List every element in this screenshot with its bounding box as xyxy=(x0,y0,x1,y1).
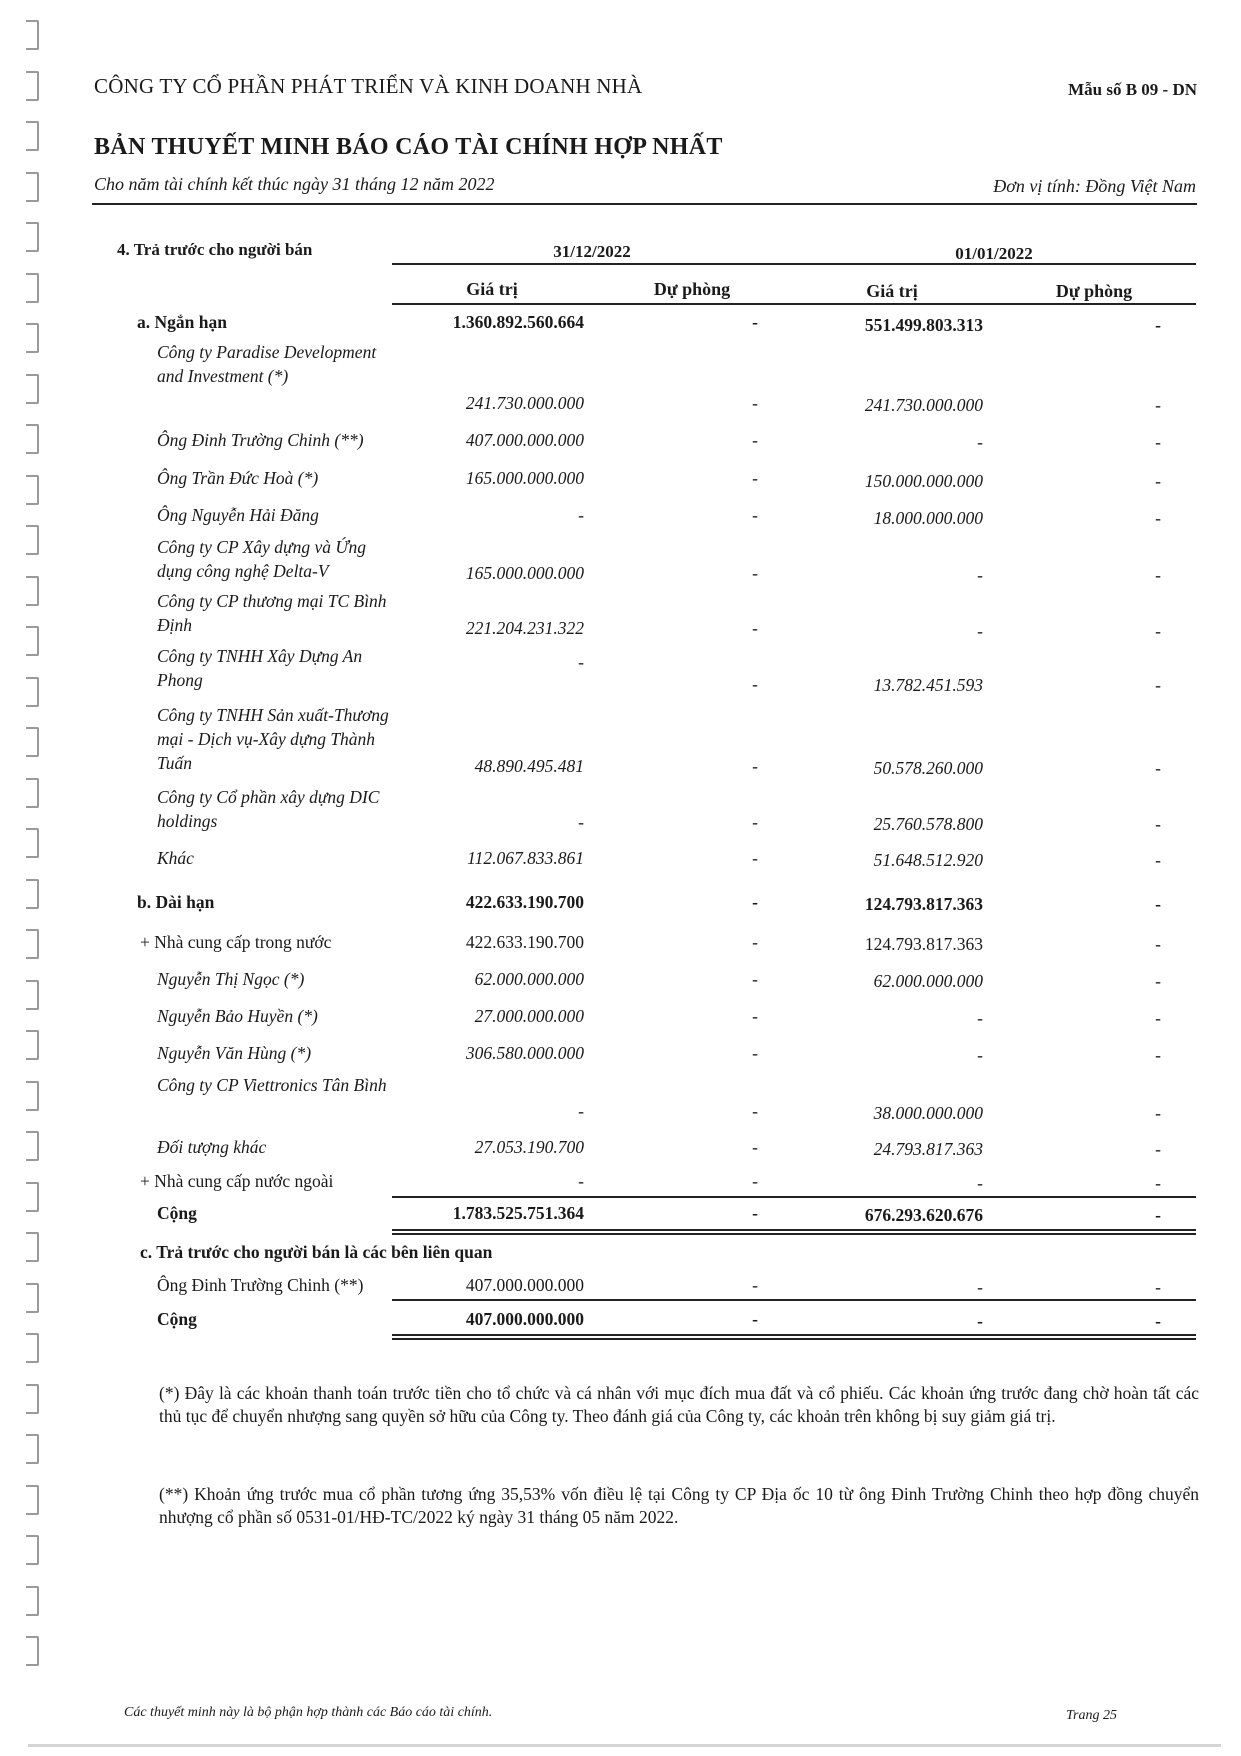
binder-ring xyxy=(26,576,39,606)
page-number: Trang 25 xyxy=(1066,1708,1117,1723)
binder-ring xyxy=(26,879,39,909)
reporting-period: Cho năm tài chính kết thúc ngày 31 tháng 12 năm 2022 xyxy=(94,174,495,194)
value-end: 165.000.000.000 xyxy=(465,563,584,583)
value-end: 407.000.000.000 xyxy=(465,1309,584,1329)
value-start: - xyxy=(977,1173,983,1193)
value-start: 150.000.000.000 xyxy=(864,471,983,491)
binder-edge xyxy=(26,20,42,1700)
value-end: - xyxy=(578,1171,584,1191)
row-label: Ông Đinh Trường Chinh (**) xyxy=(157,1275,364,1295)
provision-end: - xyxy=(752,505,758,525)
value-end: - xyxy=(578,505,584,525)
provision-end: - xyxy=(752,969,758,989)
binder-ring xyxy=(26,1384,39,1414)
value-end: 27.000.000.000 xyxy=(474,1006,584,1026)
provision-start: - xyxy=(1155,894,1161,914)
provision-end: - xyxy=(752,1309,758,1329)
provision-end: - xyxy=(752,1171,758,1191)
value-start: 25.760.578.800 xyxy=(873,814,983,834)
row-label: Nguyễn Bảo Huyền (*) xyxy=(157,1006,318,1026)
related-double-rule-2 xyxy=(392,1338,1196,1340)
provision-end: - xyxy=(752,393,758,413)
date-rule-end xyxy=(392,263,792,265)
binder-ring xyxy=(26,20,39,50)
provision-end: - xyxy=(752,468,758,488)
company-name: CÔNG TY CỔ PHẦN PHÁT TRIỂN VÀ KINH DOANH NHÀ xyxy=(94,74,643,98)
total-double-rule-2 xyxy=(392,1233,1196,1235)
related-subtotal-rule xyxy=(392,1299,1196,1301)
related-section-title: c. Trả trước cho người bán là các bên liên quan xyxy=(140,1242,493,1262)
value-end: 407.000.000.000 xyxy=(465,1275,584,1295)
provision-start: - xyxy=(1155,315,1161,335)
provision-end: - xyxy=(752,932,758,952)
provision-start: - xyxy=(1155,565,1161,585)
value-start: 50.578.260.000 xyxy=(873,758,983,778)
provision-end: - xyxy=(752,756,758,776)
value-start: 38.000.000.000 xyxy=(873,1103,983,1123)
provision-start: - xyxy=(1155,1045,1161,1065)
provision-start: - xyxy=(1155,850,1161,870)
row-label: Cộng xyxy=(157,1203,197,1223)
value-end: 27.053.190.700 xyxy=(474,1137,584,1157)
col-provision-start: Dự phòng xyxy=(1055,281,1133,301)
footnote-single-star: (*) Đây là các khoản thanh toán trước tiền cho tổ chức và cá nhân với mục đích mua đất và cổ phiếu. Các khoản ứng trước đang chờ hoàn tất các thủ tục để chuyển nhượng sang quyền sở hữu của Công ty. Theo đánh giá của Công ty, các khoản trên không bị suy giảm giá trị. xyxy=(159,1383,1199,1426)
row-label: Đối tượng khác xyxy=(157,1137,267,1157)
value-end: 112.067.833.861 xyxy=(467,848,584,868)
provision-start: - xyxy=(1155,1103,1161,1123)
provision-end: - xyxy=(752,1043,758,1063)
provision-end: - xyxy=(752,1203,758,1223)
provision-end: - xyxy=(752,1006,758,1026)
row-label: + Nhà cung cấp nước ngoài xyxy=(140,1171,334,1191)
row-label: Nguyễn Thị Ngọc (*) xyxy=(157,969,305,989)
row-label: Ông Đinh Trường Chinh (**) xyxy=(157,430,364,450)
binder-ring xyxy=(26,1485,39,1515)
binder-ring xyxy=(26,778,39,808)
binder-ring xyxy=(26,172,39,202)
provision-start: - xyxy=(1155,758,1161,778)
value-start: - xyxy=(977,621,983,641)
related-double-rule-1 xyxy=(392,1334,1196,1336)
form-number: Mẫu số B 09 - DN xyxy=(1068,80,1197,99)
header-rule xyxy=(92,203,1197,205)
value-start: 13.782.451.593 xyxy=(873,675,983,695)
date-header-start: 01/01/2022 xyxy=(955,244,1033,263)
binder-ring xyxy=(26,626,39,656)
binder-ring xyxy=(26,1333,39,1363)
value-start: 62.000.000.000 xyxy=(873,971,983,991)
row-label: Ông Nguyễn Hải Đăng xyxy=(157,505,319,525)
binder-ring xyxy=(26,1232,39,1262)
value-start: - xyxy=(977,1045,983,1065)
value-end: 407.000.000.000 xyxy=(465,430,584,450)
date-rule-start xyxy=(792,263,1196,265)
value-end: 422.633.190.700 xyxy=(465,892,584,912)
document-title: BẢN THUYẾT MINH BÁO CÁO TÀI CHÍNH HỢP NHẤT xyxy=(94,134,723,160)
binder-ring xyxy=(26,424,39,454)
provision-end: - xyxy=(752,563,758,583)
provision-end: - xyxy=(752,892,758,912)
binder-ring xyxy=(26,1434,39,1464)
value-end: 1.360.892.560.664 xyxy=(452,312,584,332)
value-start: 24.793.817.363 xyxy=(873,1139,983,1159)
row-label: Công ty TNHH Sản xuất-Thương mại - Dịch vụ-Xây dựng Thành Tuấn xyxy=(157,705,389,773)
provision-start: - xyxy=(1155,675,1161,695)
row-label: Công ty CP Viettronics Tân Bình xyxy=(157,1075,387,1095)
value-start: - xyxy=(977,565,983,585)
provision-end: - xyxy=(752,312,758,332)
col-value-end: Giá trị xyxy=(466,279,518,299)
binder-ring xyxy=(26,222,39,252)
value-start: 676.293.620.676 xyxy=(864,1205,983,1225)
subtotal-rule xyxy=(392,1196,1196,1198)
provision-end: - xyxy=(752,430,758,450)
column-header-rule xyxy=(392,303,1196,305)
row-label: a. Ngắn hạn xyxy=(137,312,227,332)
binder-ring xyxy=(26,828,39,858)
provision-start: - xyxy=(1155,971,1161,991)
row-label: Ông Trần Đức Hoà (*) xyxy=(157,468,319,488)
row-label: + Nhà cung cấp trong nước xyxy=(140,932,332,952)
binder-ring xyxy=(26,1283,39,1313)
value-start: - xyxy=(977,1008,983,1028)
row-label: Công ty CP Xây dựng và Ứng dụng công nghệ Delta-V xyxy=(157,537,367,581)
binder-ring xyxy=(26,1636,39,1666)
value-end: 241.730.000.000 xyxy=(465,393,584,413)
row-label: Khác xyxy=(157,848,194,868)
binder-ring xyxy=(26,727,39,757)
value-end: - xyxy=(578,1101,584,1121)
value-end: 165.000.000.000 xyxy=(465,468,584,488)
col-provision-end: Dự phòng xyxy=(653,279,731,299)
binder-ring xyxy=(26,273,39,303)
provision-start: - xyxy=(1155,814,1161,834)
binder-ring xyxy=(26,1182,39,1212)
binder-ring xyxy=(26,929,39,959)
binder-ring xyxy=(26,525,39,555)
row-label: Cộng xyxy=(157,1309,197,1329)
provision-start: - xyxy=(1155,471,1161,491)
binder-ring xyxy=(26,323,39,353)
provision-start: - xyxy=(1155,1311,1161,1331)
provision-start: - xyxy=(1155,432,1161,452)
provision-end: - xyxy=(752,848,758,868)
row-label: Công ty Cổ phần xây dựng DIC holdings xyxy=(157,787,380,831)
value-start: - xyxy=(977,1311,983,1331)
row-label: b. Dài hạn xyxy=(137,892,215,912)
binder-ring xyxy=(26,475,39,505)
value-start: 241.730.000.000 xyxy=(864,395,983,415)
footnote-double-star: (**) Khoản ứng trước mua cổ phần tương ứng 35,53% vốn điều lệ tại Công ty CP Địa ốc 10 từ ông Đinh Trường Chinh theo hợp đồng chuyển nhượng cổ phần số 0531-01/HĐ-TC/2022 ký ngày 31 tháng 05 năm 2022. xyxy=(159,1484,1199,1527)
value-end: 221.204.231.322 xyxy=(465,618,584,638)
value-start: - xyxy=(977,432,983,452)
provision-end: - xyxy=(752,674,758,694)
value-start: 124.793.817.363 xyxy=(864,934,983,954)
value-start: 51.648.512.920 xyxy=(873,850,983,870)
binder-ring xyxy=(26,1131,39,1161)
value-end: 48.890.495.481 xyxy=(474,756,584,776)
binder-ring xyxy=(26,121,39,151)
value-end: 62.000.000.000 xyxy=(474,969,584,989)
row-label: Nguyễn Văn Hùng (*) xyxy=(157,1043,312,1063)
binder-ring xyxy=(26,1535,39,1565)
binder-ring xyxy=(26,980,39,1010)
value-end: - xyxy=(578,812,584,832)
binder-ring xyxy=(26,1081,39,1111)
binder-ring xyxy=(26,374,39,404)
row-label: Công ty CP thương mại TC Bình Định xyxy=(157,591,387,635)
value-start: 18.000.000.000 xyxy=(873,508,983,528)
provision-start: - xyxy=(1155,1139,1161,1159)
row-label: Công ty TNHH Xây Dựng An Phong xyxy=(157,646,363,690)
provision-start: - xyxy=(1155,621,1161,641)
value-start: - xyxy=(977,1277,983,1297)
total-double-rule-1 xyxy=(392,1229,1196,1231)
provision-start: - xyxy=(1155,395,1161,415)
binder-ring xyxy=(26,677,39,707)
provision-start: - xyxy=(1155,934,1161,954)
provision-end: - xyxy=(752,1275,758,1295)
provision-end: - xyxy=(752,1137,758,1157)
value-end: 1.783.525.751.364 xyxy=(452,1203,584,1223)
value-start: 551.499.803.313 xyxy=(864,315,983,335)
provision-end: - xyxy=(752,1101,758,1121)
section-title: 4. Trả trước cho người bán xyxy=(117,240,313,259)
provision-end: - xyxy=(752,618,758,638)
date-header-end: 31/12/2022 xyxy=(553,242,631,261)
value-end: - xyxy=(578,652,584,672)
provision-end: - xyxy=(752,812,758,832)
binder-ring xyxy=(26,1586,39,1616)
footer-note: Các thuyết minh này là bộ phận hợp thành các Báo cáo tài chính. xyxy=(124,1705,493,1720)
provision-start: - xyxy=(1155,1008,1161,1028)
col-value-start: Giá trị xyxy=(866,281,918,301)
provision-start: - xyxy=(1155,1205,1161,1225)
row-label: Công ty Paradise Development and Investment (*) xyxy=(157,342,377,386)
provision-start: - xyxy=(1155,1277,1161,1297)
provision-start: - xyxy=(1155,508,1161,528)
binder-ring xyxy=(26,71,39,101)
provision-start: - xyxy=(1155,1173,1161,1193)
binder-ring xyxy=(26,1030,39,1060)
value-start: 124.793.817.363 xyxy=(864,894,983,914)
currency-unit: Đơn vị tính: Đồng Việt Nam xyxy=(993,176,1196,196)
scan-edge xyxy=(28,1744,1221,1747)
value-end: 422.633.190.700 xyxy=(465,932,584,952)
value-end: 306.580.000.000 xyxy=(465,1043,584,1063)
